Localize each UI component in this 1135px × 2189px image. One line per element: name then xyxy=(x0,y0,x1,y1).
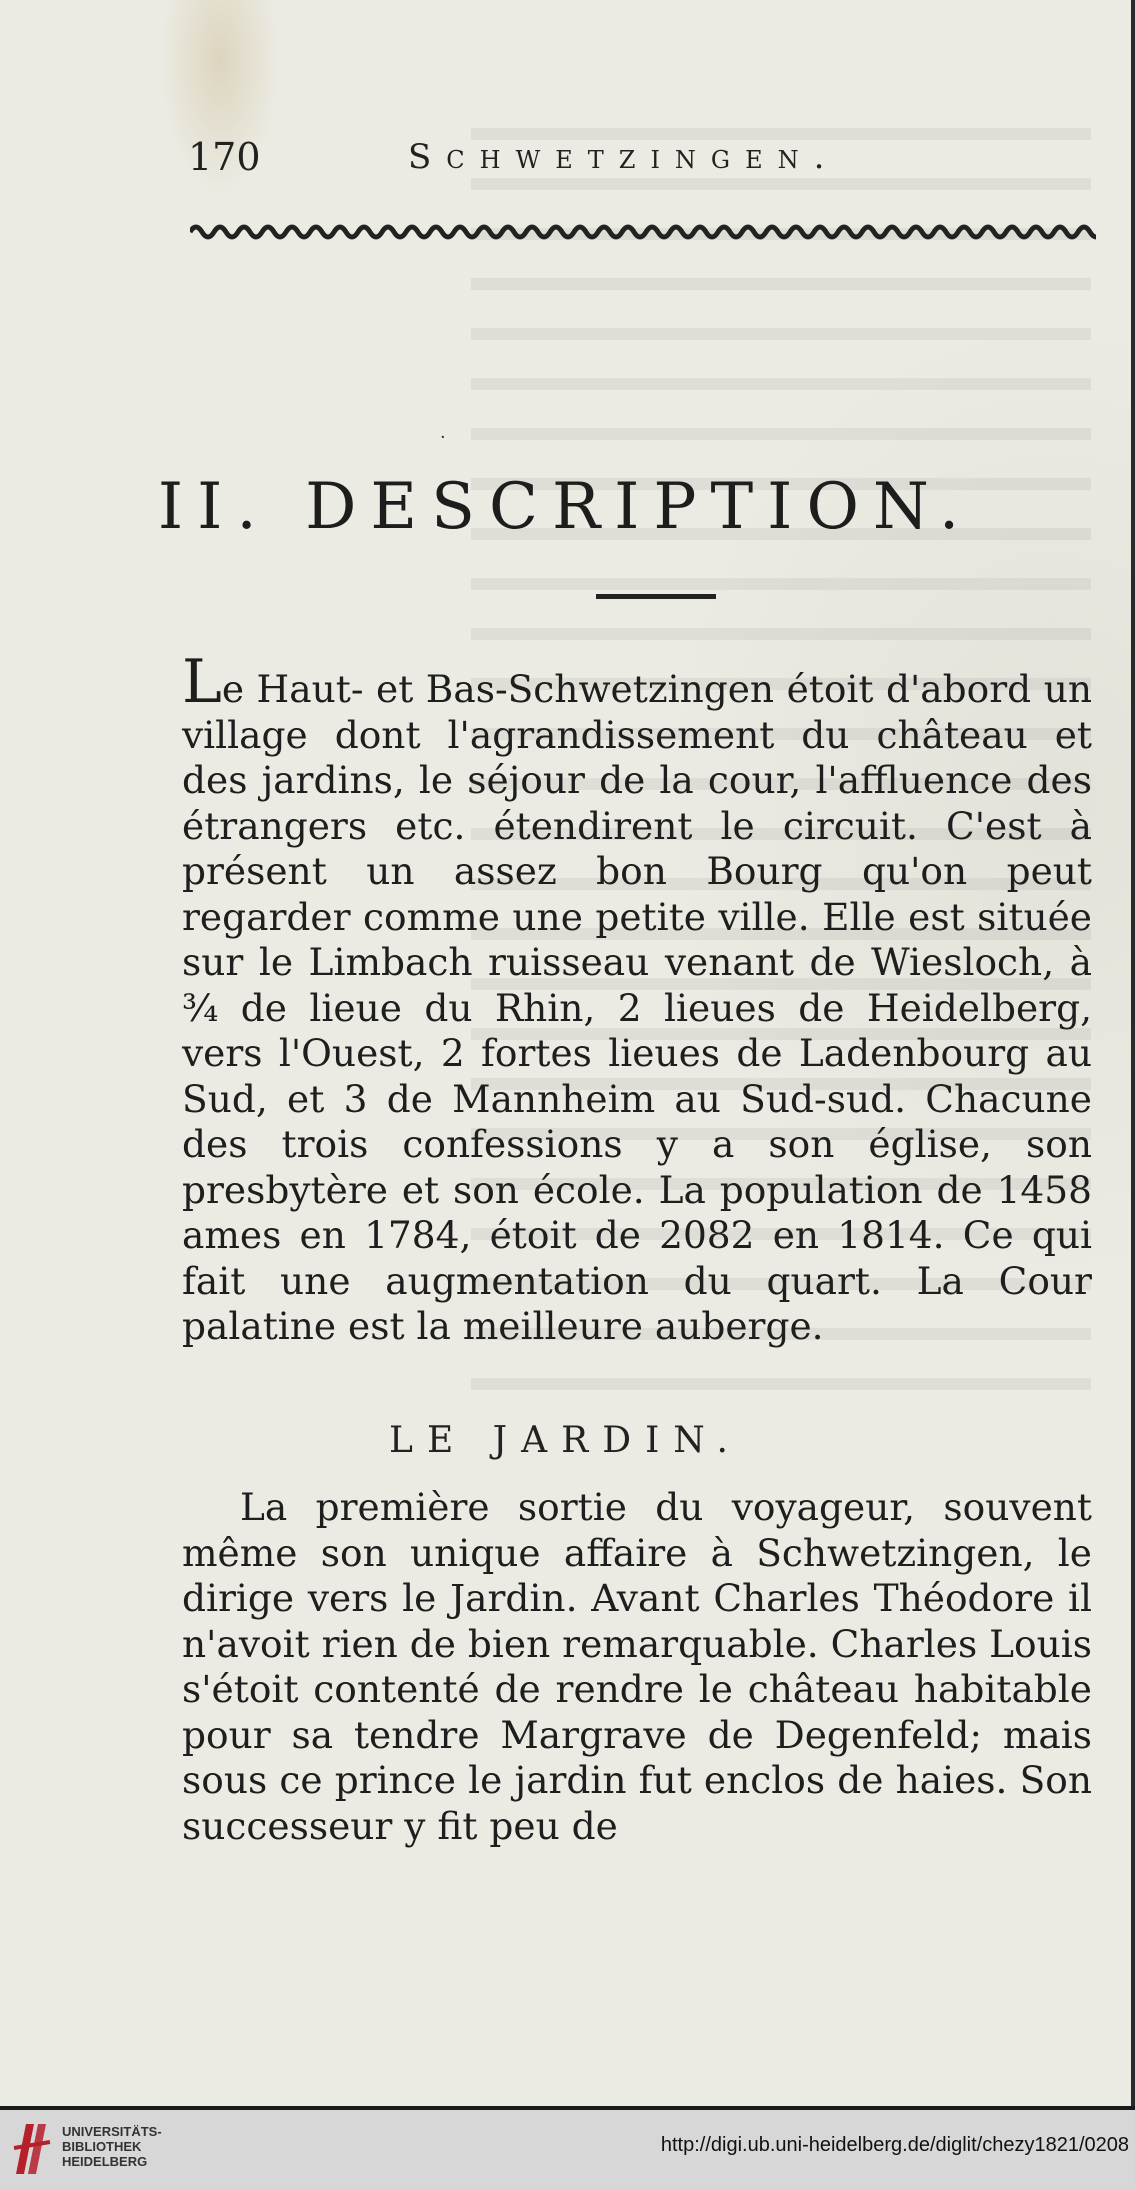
paragraph-garden: La première sortie du voyageur, souvent même son unique affaire à Schwetzingen, le dirige vers le Jardin. Avant Charles Théodore il n'avoit rien de bien remarquable. Charles Louis s'étoit contenté de rendre le château habitable pour sa tendre Margrave de Degenfeld; mais sous ce prince le jardin fut enclos de haies. Son successeur y fit peu de xyxy=(182,1485,1092,1848)
section-title: LE JARDIN. xyxy=(389,1420,742,1461)
page-number: 170 xyxy=(188,135,261,179)
ornament-dot: · xyxy=(440,427,446,448)
running-head xyxy=(188,135,1088,185)
library-logo-icon xyxy=(12,2118,52,2178)
source-url-link[interactable]: http://digi.ub.uni-heidelberg.de/diglit/chezy1821/0208 xyxy=(660,2134,1129,2156)
heading-underline xyxy=(596,594,716,599)
library-footer xyxy=(0,2110,1135,2189)
library-name: UNIVERSITÄTS- BIBLIOTHEK HEIDELBERG xyxy=(62,2124,162,2169)
decorative-wavy-rule xyxy=(190,220,1096,244)
paragraph-description: Le Haut- et Bas-Schwetzingen étoit d'abord un village dont l'agrandissement du château et des jardins, le séjour de la cour, l'affluence des étrangers etc. étendirent le circuit. C'est à présent un assez bon Bourg qu'on peut regarder comme une petite ville. Elle est située sur le Limbach ruisseau venant de Wiesloch, à ¾ de lieue du Rhin, 2 lieues de Heidelberg, vers l'Ouest, 2 fortes lieues de Ladenbourg au Sud, et 3 de Mannheim au Sud-sud. Chacune des trois confessions y a son église, son presbytère et son école. La population de 1458 ames en 1784, étoit de 2082 en 1814. Ce qui fait une augmentation du quart. La Cour palatine est la meilleure auberge. xyxy=(182,647,1092,1348)
chapter-heading: II. DESCRIPTION. xyxy=(157,470,974,544)
running-title: Schwetzingen. xyxy=(408,137,840,177)
